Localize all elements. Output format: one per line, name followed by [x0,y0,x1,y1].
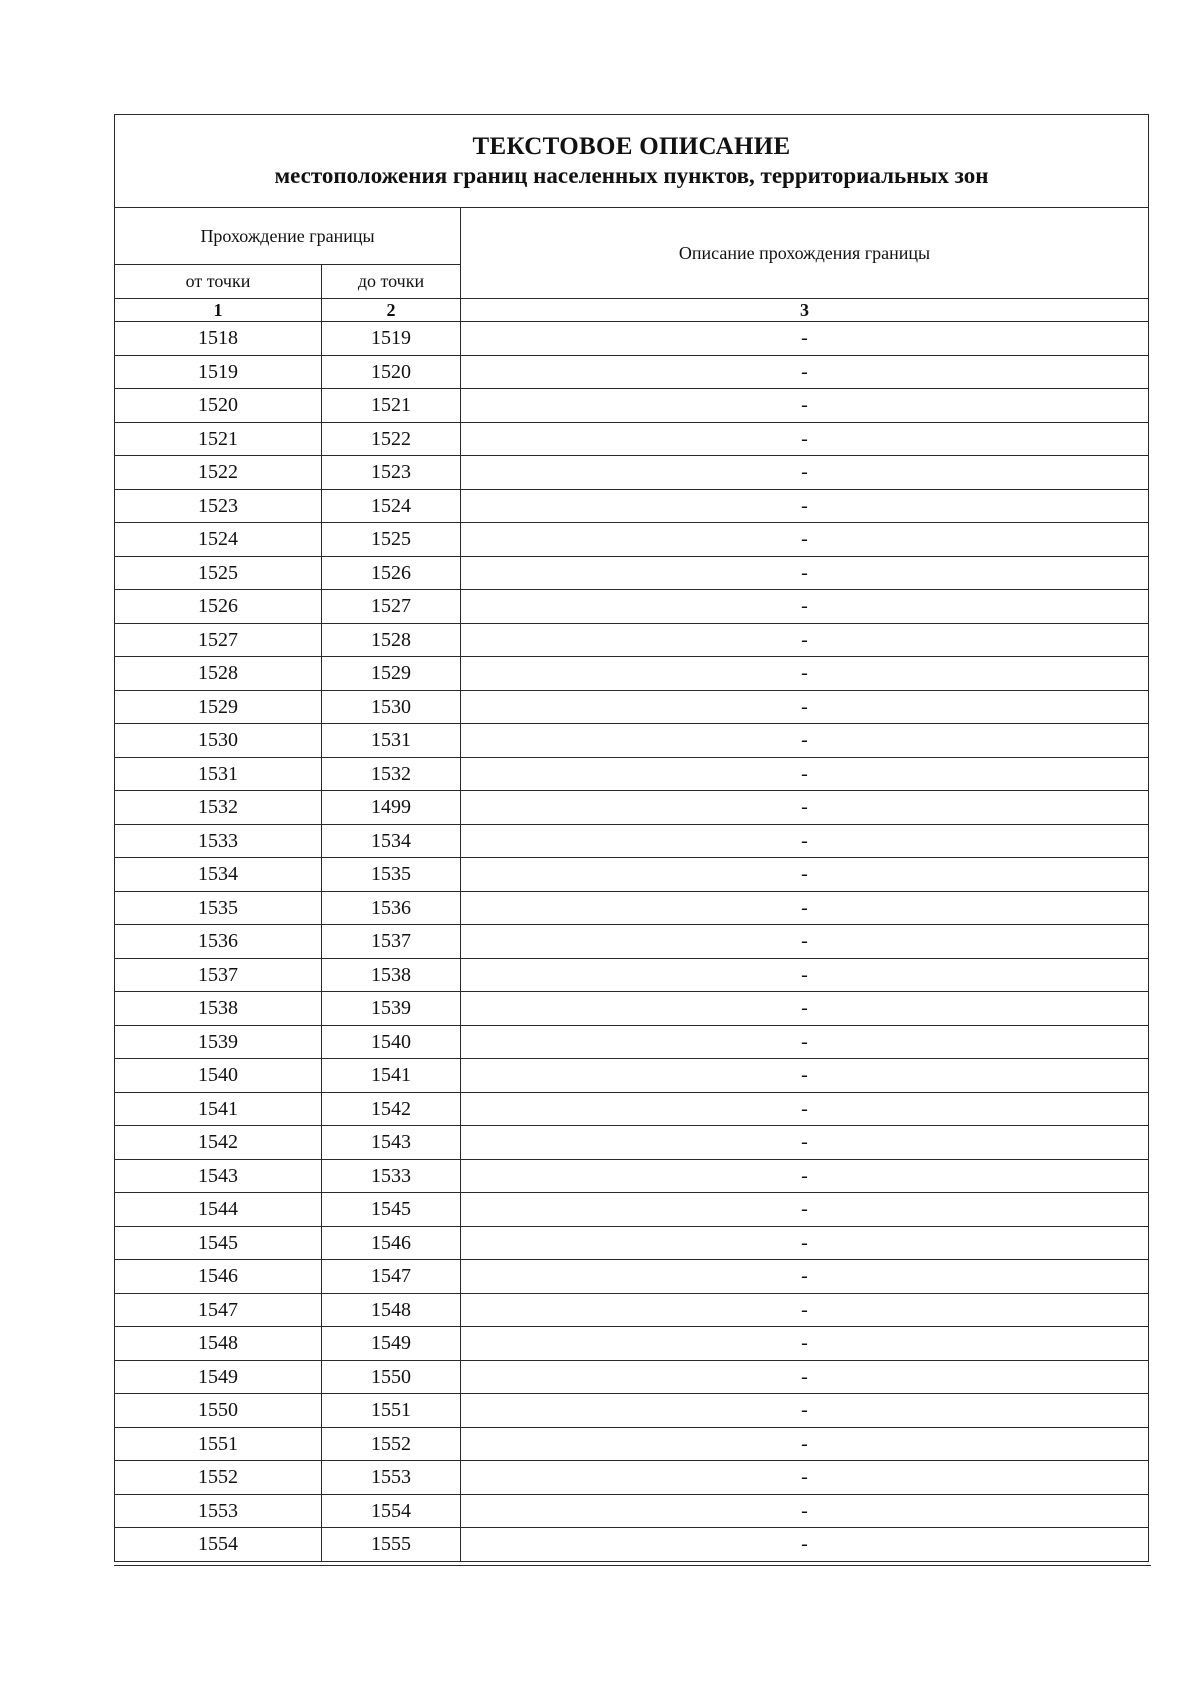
table-row [115,489,1149,523]
cell-from-point: 1524 [115,523,322,557]
cell-description: - [461,925,1149,959]
cell-to-point: 1523 [322,456,461,490]
cell-from-point: 1531 [115,757,322,791]
cell-description: - [461,456,1149,490]
cell-from-point: 1537 [115,958,322,992]
table-row [115,389,1149,423]
cell-to-point: 1542 [322,1092,461,1126]
table-row [115,1092,1149,1126]
cell-to-point: 1531 [322,724,461,758]
cell-from-point: 1530 [115,724,322,758]
cell-description: - [461,1394,1149,1428]
cell-from-point: 1525 [115,556,322,590]
cell-description: - [461,1494,1149,1528]
cell-description: - [461,992,1149,1026]
cell-to-point: 1540 [322,1025,461,1059]
cell-to-point: 1551 [322,1394,461,1428]
table-row [115,690,1149,724]
column-header-from-point: от точки [115,265,322,299]
cell-description: - [461,556,1149,590]
cell-description: - [461,958,1149,992]
document-subtitle: местоположения границ населенных пунктов, территориальных зон [274,163,989,188]
table-row [115,958,1149,992]
table-bottom-rule [114,1565,1151,1566]
cell-from-point: 1547 [115,1293,322,1327]
table-row [115,1226,1149,1260]
cell-to-point: 1554 [322,1494,461,1528]
cell-to-point: 1553 [322,1461,461,1495]
table-header [115,115,1149,322]
table-row [115,824,1149,858]
table-row [115,925,1149,959]
cell-description: - [461,355,1149,389]
cell-description: - [461,891,1149,925]
table-row [115,1327,1149,1361]
cell-from-point: 1554 [115,1528,322,1562]
cell-description: - [461,1025,1149,1059]
cell-from-point: 1541 [115,1092,322,1126]
cell-description: - [461,791,1149,825]
cell-description: - [461,590,1149,624]
table-row [115,1260,1149,1294]
cell-from-point: 1539 [115,1025,322,1059]
cell-to-point: 1522 [322,422,461,456]
cell-from-point: 1552 [115,1461,322,1495]
table-row [115,1394,1149,1428]
cell-from-point: 1549 [115,1360,322,1394]
table-row [115,523,1149,557]
cell-to-point: 1536 [322,891,461,925]
cell-to-point: 1521 [322,389,461,423]
table-row [115,891,1149,925]
table-row [115,724,1149,758]
cell-description: - [461,1427,1149,1461]
table-row [115,1494,1149,1528]
table-row [115,456,1149,490]
cell-description: - [461,858,1149,892]
table-row [115,623,1149,657]
cell-description: - [461,1528,1149,1562]
cell-from-point: 1519 [115,355,322,389]
column-number: 1 [115,299,322,322]
table-row [115,1360,1149,1394]
cell-from-point: 1528 [115,657,322,691]
cell-to-point: 1550 [322,1360,461,1394]
cell-description: - [461,757,1149,791]
cell-description: - [461,389,1149,423]
cell-from-point: 1521 [115,422,322,456]
cell-to-point: 1546 [322,1226,461,1260]
cell-from-point: 1546 [115,1260,322,1294]
document-title-block [115,115,1149,208]
cell-to-point: 1520 [322,355,461,389]
cell-from-point: 1535 [115,891,322,925]
cell-from-point: 1522 [115,456,322,490]
cell-from-point: 1540 [115,1059,322,1093]
cell-to-point: 1528 [322,623,461,657]
table-row [115,1059,1149,1093]
cell-description: - [461,1360,1149,1394]
cell-from-point: 1551 [115,1427,322,1461]
cell-description: - [461,523,1149,557]
cell-description: - [461,1461,1149,1495]
column-header-to-point: до точки [322,265,461,299]
table-row [115,992,1149,1026]
cell-description: - [461,422,1149,456]
table-row [115,556,1149,590]
cell-from-point: 1532 [115,791,322,825]
cell-description: - [461,724,1149,758]
cell-description: - [461,322,1149,356]
table-row [115,757,1149,791]
cell-to-point: 1534 [322,824,461,858]
cell-description: - [461,1126,1149,1160]
table-row [115,355,1149,389]
cell-description: - [461,657,1149,691]
cell-to-point: 1529 [322,657,461,691]
cell-to-point: 1527 [322,590,461,624]
cell-to-point: 1541 [322,1059,461,1093]
cell-from-point: 1543 [115,1159,322,1193]
column-number-row [115,299,1149,322]
cell-to-point: 1519 [322,322,461,356]
cell-description: - [461,1260,1149,1294]
cell-from-point: 1545 [115,1226,322,1260]
column-number: 2 [322,299,461,322]
cell-from-point: 1542 [115,1126,322,1160]
cell-from-point: 1518 [115,322,322,356]
cell-to-point: 1555 [322,1528,461,1562]
cell-to-point: 1552 [322,1427,461,1461]
cell-from-point: 1520 [115,389,322,423]
cell-to-point: 1525 [322,523,461,557]
table-row [115,1126,1149,1160]
cell-to-point: 1537 [322,925,461,959]
column-header-description: Описание прохождения границы [461,208,1149,299]
table-row [115,590,1149,624]
column-number: 3 [461,299,1149,322]
cell-description: - [461,690,1149,724]
cell-description: - [461,1193,1149,1227]
cell-description: - [461,1159,1149,1193]
group-header-boundary-passage: Прохождение границы [115,208,461,265]
cell-from-point: 1523 [115,489,322,523]
cell-to-point: 1526 [322,556,461,590]
boundary-table [114,114,1149,1562]
cell-description: - [461,1226,1149,1260]
table-row [115,1461,1149,1495]
cell-from-point: 1548 [115,1327,322,1361]
cell-description: - [461,1092,1149,1126]
cell-to-point: 1524 [322,489,461,523]
cell-to-point: 1538 [322,958,461,992]
table-body [115,322,1149,1562]
cell-from-point: 1527 [115,623,322,657]
cell-description: - [461,489,1149,523]
table-row [115,422,1149,456]
cell-to-point: 1530 [322,690,461,724]
table-row [115,858,1149,892]
cell-from-point: 1534 [115,858,322,892]
cell-to-point: 1545 [322,1193,461,1227]
table-row [115,1159,1149,1193]
cell-to-point: 1535 [322,858,461,892]
cell-to-point: 1533 [322,1159,461,1193]
cell-from-point: 1538 [115,992,322,1026]
cell-from-point: 1553 [115,1494,322,1528]
table-row [115,1293,1149,1327]
table-row [115,1528,1149,1562]
cell-from-point: 1533 [115,824,322,858]
cell-from-point: 1536 [115,925,322,959]
cell-description: - [461,1293,1149,1327]
cell-to-point: 1499 [322,791,461,825]
table-row [115,657,1149,691]
table-row [115,1025,1149,1059]
cell-description: - [461,623,1149,657]
table-row [115,1427,1149,1461]
cell-description: - [461,1059,1149,1093]
cell-from-point: 1526 [115,590,322,624]
cell-to-point: 1547 [322,1260,461,1294]
cell-from-point: 1544 [115,1193,322,1227]
cell-to-point: 1532 [322,757,461,791]
table-row [115,322,1149,356]
cell-description: - [461,824,1149,858]
cell-from-point: 1550 [115,1394,322,1428]
table-row [115,1193,1149,1227]
cell-to-point: 1543 [322,1126,461,1160]
cell-description: - [461,1327,1149,1361]
cell-to-point: 1548 [322,1293,461,1327]
cell-from-point: 1529 [115,690,322,724]
cell-to-point: 1539 [322,992,461,1026]
document-title: ТЕКСТОВОЕ ОПИСАНИЕ [472,133,791,160]
table-row [115,791,1149,825]
cell-to-point: 1549 [322,1327,461,1361]
